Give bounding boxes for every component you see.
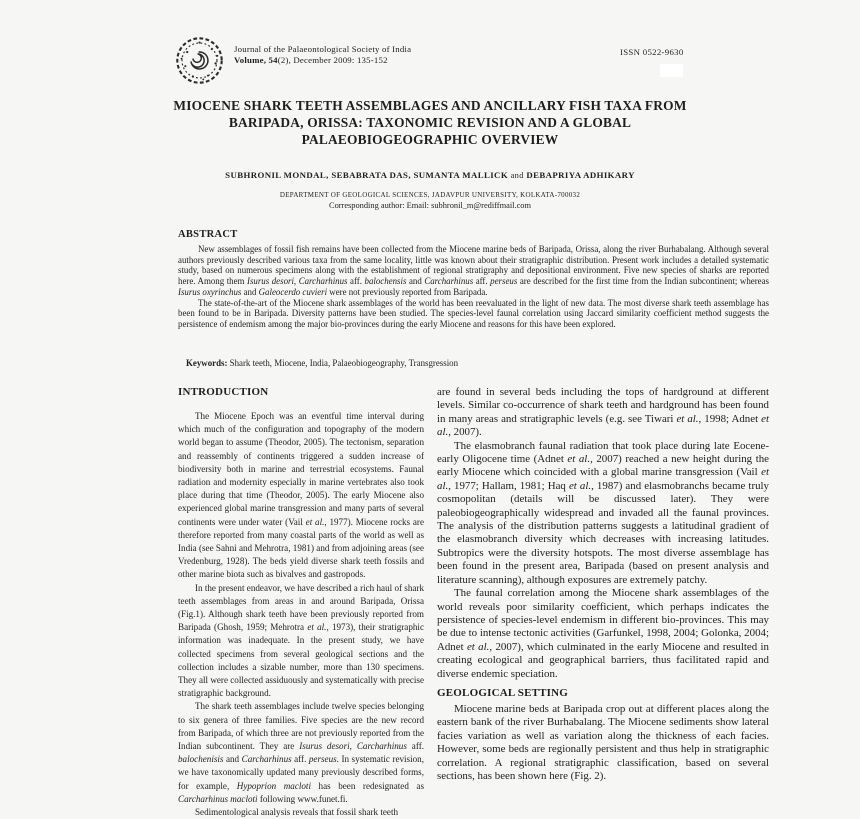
body-paragraph: Miocene marine beds at Baripada crop out at different places along the eastern bank of the river Burhabalang. The Miocene sediments show lateral facies variation as well as variation along the thickness of each facies. However, some beds are regionally persistent and thus help in stratigraphic correlation. A regional stratigraphic classification, based on several sections, has been shown here (Fig. 2). <box>437 702 769 782</box>
right-column <box>437 386 769 783</box>
journal-volume-rest: (2), December 2009: 135-152 <box>277 55 388 65</box>
affiliation-line: DEPARTMENT OF GEOLOGICAL SCIENCES, JADAVPUR UNIVERSITY, KOLKATA-700032 <box>279 191 581 199</box>
abstract-paragraph-2: The state-of-the-art of the Miocene shark assemblages of the world has been reevaluated in the light of new data. The most diverse shark teeth assemblage has been found to be in Baripada. Diversity patterns have been studied. The species-level faunal correlation using Jaccard similarity coefficient method suggests the persistence of endemism among the major bio-provinces during the early Miocene and reasons for this have been explored. <box>178 297 769 329</box>
blank-label-box <box>660 64 683 77</box>
body-paragraph: The elasmobranch faunal radiation that took place during late Eocene-early Oligocene time (Adnet et al., 2007) reached a new height during the early Miocene which coincided with a global marine transgression (Vail et al., 1977; Hallam, 1981; Haq et al., 1987) and elasmobranchs became truly cosmopolitan (details will be discussed later). They were paleobiogeographically widespread and invaded all the faunal provinces. The analysis of the distribution patterns suggests a latitudinal gradient of the elasmobranch diversity which decreases with increasing latitudes. Subtropics were the diversity hotspots. The most diverse assemblage has been found in the present area, Baripada (based on present analysis and literature scanning), although exposures are extremely patchy. <box>437 439 770 586</box>
issn-label: ISSN 0522-9630 <box>620 47 684 57</box>
title-line-3: PALAEOBIOGEOGRAPHIC OVERVIEW <box>301 132 559 147</box>
journal-volume-line <box>234 55 411 66</box>
body-paragraph: The Miocene Epoch was an eventful time interval during which much of the configuration and topography of the modern world began to assume (Theodor, 2005). The tectonism, separation and reassembly of continents triggered a sudden increase of biodiversity both in marine and terrestrial ecosystems. Faunal radiation and modernity especially in marine vertebrates also took place during that time (Theodor, 2005). The early Miocene also experienced global marine transgression and many parts of several continents were under water (Vail et al., 1977). Miocene rocks are therefore reported from many coastal parts of the world as well as India (see Sahni and Mehrotra, 1981) and from adjoining areas (see Vredenburg, 1928). The beds yield diverse shark teeth fossils and other marine biota such as bivalves and gastropods. <box>178 411 424 580</box>
author-names-group-1: SUBHRONIL MONDAL, SEBABRATA DAS, SUMANTA MALLICK <box>225 170 509 180</box>
authors-and: and <box>510 171 524 180</box>
keywords-line <box>186 358 769 368</box>
abstract-paragraph-1: New assemblages of fossil fish remains have been collected from the Miocene marine beds of Baripada, Orissa, along the river Burhabalang. Although several authors previously described various taxa from the same locality, little was known about their stratigraphic distribution. Present work includes a detailed systematic study, based on numerous specimens along with the establishment of regional stratigraphy and depositional environment. Five new species of sharks are reported here. Among them Isurus desori, Carcharhinus aff. balochensis and Carcharhinus aff. perseus are described for the first time from the Indian subcontinent; whereas Isurus oxyrinchus and Galeocerdo cuvieri were not previously reported from Baripada. <box>178 244 769 297</box>
title-line-2: BARIPADA, ORISSA: TAXONOMIC REVISION AND A GLOBAL <box>228 115 632 130</box>
journal-volume: Volume, 54 <box>234 55 278 65</box>
body-paragraph: Sedimentological analysis reveals that fossil shark teeth <box>195 807 399 818</box>
body-paragraph: The faunal correlation among the Miocene shark assemblages of the world reveals poor similarity coefficient, which perhaps indicates the persistence of species-level endemism in different bio-provinces. This may be due to intense tectonic activities (Garfunkel, 1998, 2004; Golonka, 2004; Adnet et al., 2007), which culminated in the early Miocene and resulted in creating ecological and geographical barriers, thus facilitated rapid and diverse endemic speciation. <box>437 587 769 680</box>
body-paragraph: In the present endeavor, we have described a rich haul of shark teeth assemblages from areas in and around Baripada, Orissa (Fig.1). Although shark teeth have been previously reported from Baripada (Ghosh, 1959; Mehrotra et al., 1973), their stratigraphic information was inadequate. In the present study, we have collected specimens from several geological sections and the collection includes a sizable number, more than 130 specimens. They all were collected assiduously and systematically with precise stratigraphic background. <box>178 582 424 699</box>
body-columns <box>178 386 769 819</box>
title-line-1: MIOCENE SHARK TEETH ASSEMBLAGES AND ANCILLARY FISH TAXA FROM <box>173 98 687 113</box>
keywords-label: Keywords: <box>186 358 228 368</box>
section-heading-geological-setting: GEOLOGICAL SETTING <box>437 686 569 699</box>
journal-seal-icon <box>172 35 227 86</box>
body-paragraph: The shark teeth assemblages include twelve species belonging to six genera of three families. Five species are the new record from Baripada, of which three are not previously reported from the Indian subcontinent. They are Isurus desori, Carcharhinus aff. balochenisis and Carcharhinus aff. perseus. In systematic revision, we have taxonomically updated many previously described forms, for example, Hypoprion macloti has been redesignated as Carcharhinus macloti following www.funet.fi. <box>178 701 424 804</box>
article-title <box>130 97 730 148</box>
authors-line <box>130 170 730 180</box>
journal-info <box>234 44 411 66</box>
author-names-group-2: DEBAPRIYA ADHIKARY <box>526 170 635 180</box>
correspondence-line: Corresponding author: Email: subhronil_m@rediffmail.com <box>328 201 531 210</box>
body-paragraph: are found in several beds including the tops of hardground at different levels. Similar co-occurrence of shark teeth and hardground has been found in many areas and stratigraphic levels (e.g. see Tiwari et al., 1998; Adnet et al., 2007). <box>437 386 769 439</box>
journal-name: Journal of the Palaeontological Society of India <box>234 44 412 54</box>
section-heading-introduction: INTRODUCTION <box>178 386 269 398</box>
keywords-text: Shark teeth, Miocene, India, Palaeobiogeography, Transgression <box>227 358 459 368</box>
left-column <box>178 386 424 819</box>
abstract-section <box>178 229 769 330</box>
abstract-heading: ABSTRACT <box>178 229 238 240</box>
